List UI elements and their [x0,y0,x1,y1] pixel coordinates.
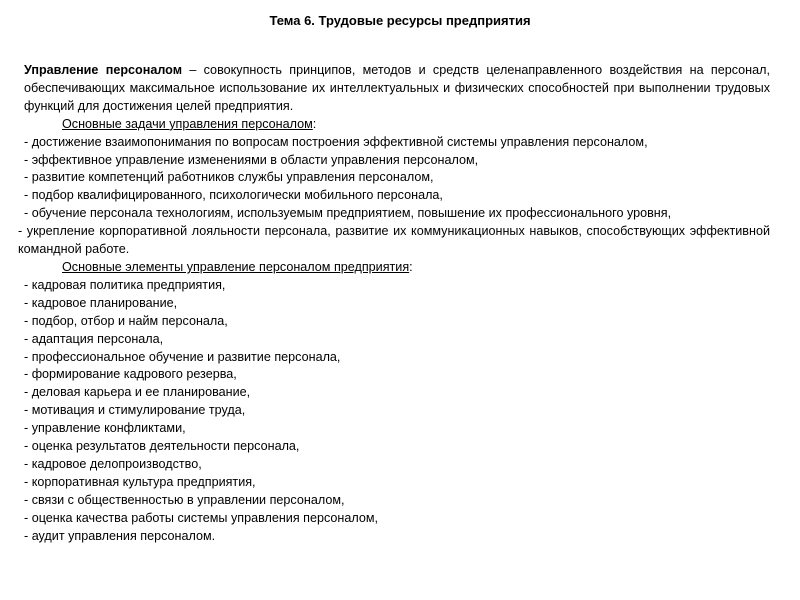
elements-heading [24,259,770,277]
element-item: - подбор, отбор и найм персонала, [24,313,228,328]
task-item: - достижение взаимопонимания по вопросам построения эффективной системы управления персоналом, [24,134,648,149]
task-item: - эффективное управление изменениями в области управления персоналом, [24,152,479,167]
tasks-heading [24,116,770,134]
tasks-heading-suffix: : [312,116,317,131]
element-item: - формирование кадрового резерва, [24,367,237,382]
element-item: - связи с общественностью в управлении персоналом, [24,492,345,507]
element-item: - деловая карьера и ее планирование, [24,385,251,400]
definition-term: Управление персоналом [24,63,183,77]
document-body [18,62,770,545]
task-item: - подбор квалифицированного, психологически мобильного персонала, [24,188,443,203]
element-item: - кадровая политика предприятия, [24,277,226,292]
element-item: - оценка результатов деятельности персонала, [24,439,300,454]
element-item: - кадровое планирование, [24,295,178,310]
element-item: - адаптация персонала, [24,331,164,346]
task-item: - обучение персонала технологиям, используемым предприятием, повышение их профессионального уровня, [24,206,672,221]
definition-text: – совокупность принципов, методов и средств целенаправленного воздействия на персонал, обеспечивающих максимальное использование их интеллектуальных и физических способностей при выполнении трудовых функций для достижения целей предприятия. [24,63,770,113]
task-item: - развитие компетенций работников службы управления персоналом, [24,170,434,185]
definition-paragraph [24,62,770,116]
element-item: - мотивация и стимулирование труда, [24,403,246,418]
page-title: Тема 6. Трудовые ресурсы предприятия [269,13,531,28]
elements-heading-suffix: : [409,259,413,274]
element-item: - корпоративная культура предприятия, [24,474,256,489]
tasks-heading-text: Основные задачи управления персоналом [62,116,313,131]
element-item: - кадровое делопроизводство, [24,456,202,471]
element-item: - профессиональное обучение и развитие персонала, [24,349,341,364]
element-item: - управление конфликтами, [24,421,186,436]
task-item: - укрепление корпоративной лояльности персонала, развитие их коммуникационных навыков, способствующих эффективной командной работе. [18,224,770,257]
element-item: - аудит управления персоналом. [24,528,216,543]
element-item: - оценка качества работы системы управления персоналом, [24,510,379,525]
elements-heading-text: Основные элементы управление персоналом предприятия [62,259,410,274]
